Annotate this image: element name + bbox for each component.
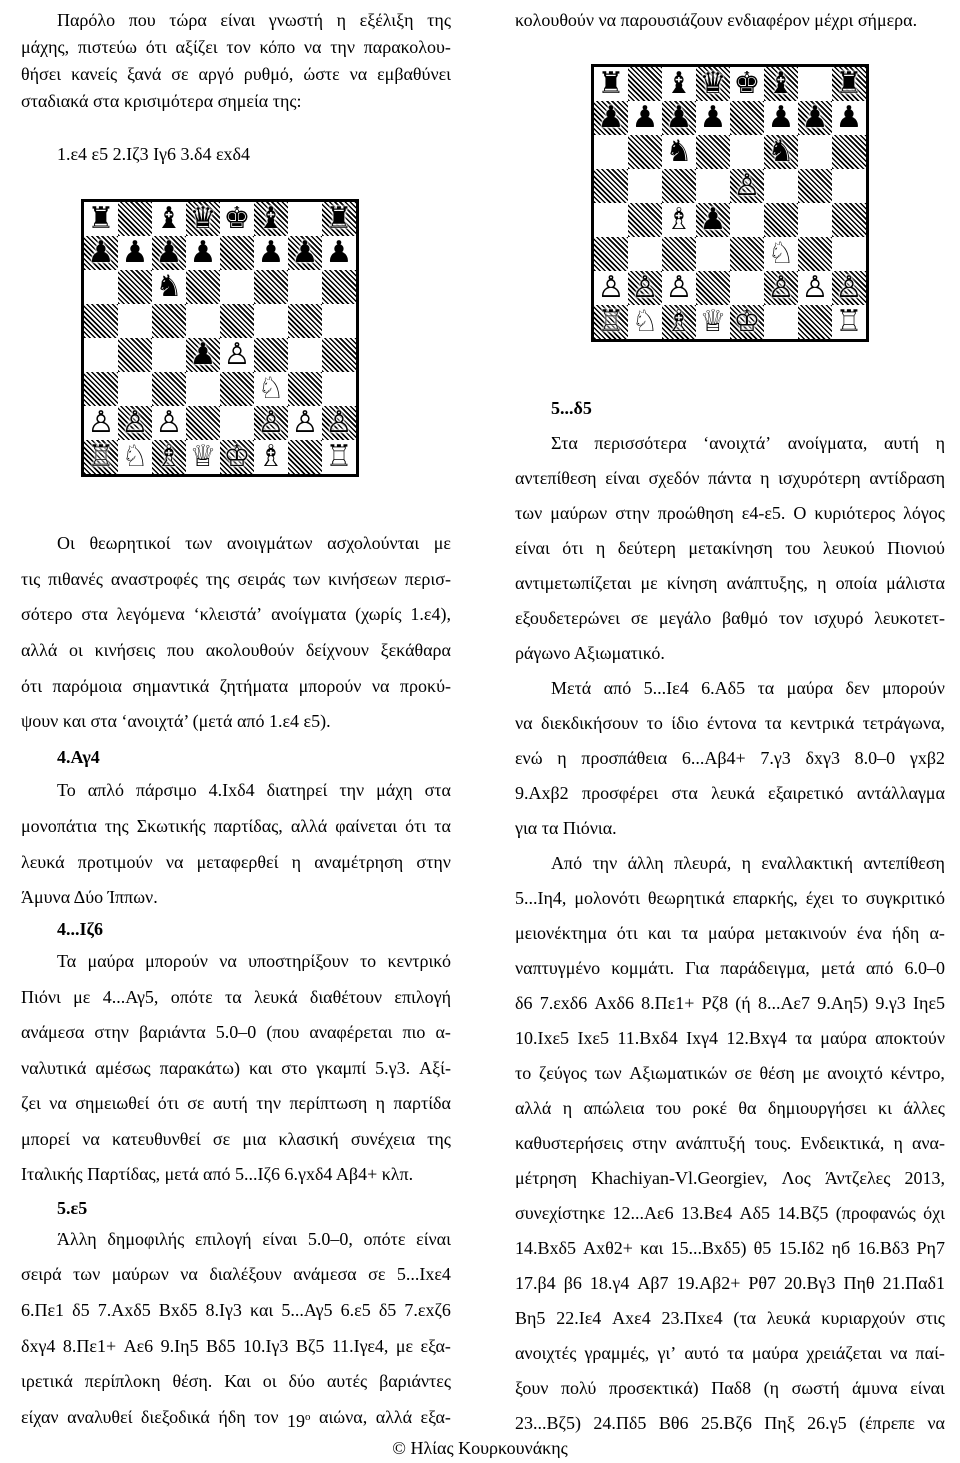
text-line: 4...Ιζ6 — [57, 919, 103, 939]
board-square — [730, 203, 764, 237]
board-square — [84, 202, 118, 236]
text-line: ράγωνο Αξιωματικό. — [515, 643, 665, 663]
board-square — [594, 271, 628, 305]
board-square — [186, 236, 220, 270]
text-line: 17.β4 β6 18.γ4 Αβ7 19.Αβ2+ Ρθ7 20.Βγ3 Πηθ 21.Παδ1 — [515, 1273, 945, 1293]
board-square — [254, 372, 288, 406]
board-square — [118, 338, 152, 372]
board-square — [152, 372, 186, 406]
text-line: 5...δ5 — [551, 398, 592, 418]
board-square — [764, 169, 798, 203]
black-piece-icon: ♟ — [291, 235, 319, 270]
text-line: 5...Ιη4, μολονότι θεωρητικά επαρκής, έχει το συγκριτικό — [515, 888, 945, 908]
text-line: κολουθούν να παρουσιάζουν ενδιαφέρον μέχρι σήμερα. — [515, 10, 918, 30]
board-square — [254, 202, 288, 236]
white-piece-icon: ♙ — [767, 270, 795, 305]
board-square — [84, 372, 118, 406]
text-line: τις πιθανές αναστροφές της σειράς των κινήσεων περισ- — [21, 569, 451, 589]
black-piece-icon: ♟ — [325, 235, 353, 270]
black-piece-icon: ♜ — [835, 66, 863, 101]
text-line: 9.Αxβ2 προσφέρει στα λευκά εξαιρετικό αντάλλαγμα — [515, 783, 945, 803]
copyright-footer: © Ηλίας Κουρκουνάκης — [392, 1438, 568, 1458]
board-square — [84, 236, 118, 270]
black-piece-icon: ♞ — [767, 134, 795, 169]
board-square — [322, 406, 356, 440]
board-square — [288, 406, 322, 440]
board-square — [118, 202, 152, 236]
text-line: 14.Βxδ5 Αxθ2+ και 15...Βxδ5) θ5 15.Ιδ2 ηб 16.Βδ3 Ρη7 — [515, 1238, 945, 1258]
board-square — [696, 169, 730, 203]
black-piece-icon: ♟ — [801, 100, 829, 135]
board-square — [764, 237, 798, 271]
text-line: αλλά οι κινήσεις που ακολουθούν δείχνουν ξεκάθαρα — [21, 640, 451, 660]
white-piece-icon: ♖ — [325, 439, 353, 474]
text-line: Το απλό πάρσιμο 4.Ιxδ4 διατηρεί την μάχη στα — [57, 780, 451, 800]
board-square — [832, 67, 866, 101]
board-square — [798, 203, 832, 237]
text-line: μέτρηση Khachiyan-Vl.Georgiev, Λος Άντζελες 2013, — [515, 1168, 945, 1188]
text-line: είναι ότι η δεύτερη μετακίνηση του λευκού Πιονιού — [515, 538, 945, 558]
board-square — [288, 304, 322, 338]
text-line: Από την άλλη πλευρά, η εναλλακτική αντεπίθεση — [551, 853, 945, 873]
board-square — [220, 236, 254, 270]
black-piece-icon: ♟ — [155, 235, 183, 270]
text-line: ναπτυγμένο κομμάτι. Για παράδειγμα, μετά από 6.0–0 — [515, 958, 945, 978]
board-after-5-e5 — [591, 64, 869, 342]
text-line: λευκά προτιμούν να μεταφερθεί η αναμέτρηση στην — [21, 852, 451, 872]
board-square — [764, 67, 798, 101]
board-square — [764, 271, 798, 305]
board-square — [628, 169, 662, 203]
text-line: σότερο στα λεγόμενα ‘κλειστά’ ανοίγματα (χωρίς 1.ε4), — [21, 604, 451, 624]
text-line: Ιταλικής Παρτίδας, μετά από 5...Ιζ6 6.γxδ4 Αβ4+ κλπ. — [21, 1164, 414, 1184]
white-piece-icon: ♙ — [223, 337, 251, 372]
board-square — [322, 304, 356, 338]
board-square — [628, 203, 662, 237]
board-square — [730, 169, 764, 203]
text-line: δxγ4 8.Πε1+ Αε6 9.Ιη5 Βδ5 10.Ιγ3 Βζ5 11.Ιγε4, με εξα- — [21, 1336, 451, 1356]
board-square — [832, 135, 866, 169]
text-line: Άμυνα Δύο Ίππων. — [21, 887, 158, 907]
black-piece-icon: ♚ — [733, 66, 761, 101]
board-square — [186, 372, 220, 406]
board-square — [118, 372, 152, 406]
text-line: καθυστερήσεις στην ανάπτυξή τους. Ενδεικτικά, η ανα- — [515, 1133, 945, 1153]
board-square — [662, 135, 696, 169]
board-square — [832, 305, 866, 339]
white-piece-icon: ♘ — [767, 236, 795, 271]
board-square — [322, 270, 356, 304]
black-piece-icon: ♟ — [665, 100, 693, 135]
board-square — [730, 101, 764, 135]
white-piece-icon: ♙ — [325, 405, 353, 440]
black-piece-icon: ♝ — [665, 66, 693, 101]
black-piece-icon: ♟ — [699, 202, 727, 237]
black-piece-icon: ♟ — [257, 235, 285, 270]
text-line: Άλλη δημοφιλής επιλογή είναι 5.0–0, οπότε είναι — [57, 1229, 451, 1249]
white-piece-icon: ♘ — [121, 439, 149, 474]
board-square — [186, 440, 220, 474]
white-piece-icon: ♗ — [665, 202, 693, 237]
board-square — [764, 135, 798, 169]
text-line: σταδιακά στα κρισιμότερα σημεία της: — [21, 91, 302, 111]
board-square — [186, 304, 220, 338]
board-square — [220, 440, 254, 474]
text-line: ιρετικά περίπλοκη θέση. Και οι δύο αυτές βαριάντες — [21, 1371, 451, 1391]
board-square — [798, 135, 832, 169]
board-square — [288, 270, 322, 304]
board-square — [832, 237, 866, 271]
text-line: είχαν αναλυθεί διεξοδικά ήδη τον $19^o$ αιώνα, αλλά εξα- — [21, 1407, 451, 1431]
board-square — [288, 440, 322, 474]
board-square — [662, 203, 696, 237]
board-after-3-d4 — [81, 199, 359, 477]
white-piece-icon: ♙ — [631, 270, 659, 305]
black-piece-icon: ♟ — [121, 235, 149, 270]
white-piece-icon: ♙ — [665, 270, 693, 305]
board-square — [254, 440, 288, 474]
board-square — [696, 271, 730, 305]
board-square — [798, 305, 832, 339]
board-square — [186, 338, 220, 372]
board-square — [798, 271, 832, 305]
board-square — [628, 271, 662, 305]
white-piece-icon: ♖ — [835, 304, 863, 339]
white-piece-icon: ♕ — [189, 439, 217, 474]
board-square — [662, 101, 696, 135]
black-piece-icon: ♝ — [257, 201, 285, 236]
board-square — [730, 271, 764, 305]
board-square — [628, 101, 662, 135]
board-square — [764, 101, 798, 135]
board-square — [764, 305, 798, 339]
board-square — [220, 406, 254, 440]
board-square — [254, 270, 288, 304]
board-square — [220, 372, 254, 406]
black-piece-icon: ♝ — [767, 66, 795, 101]
board-square — [832, 271, 866, 305]
board-square — [832, 101, 866, 135]
text-line: ότι παρόμοια σημαντικά ζητήματα μπορούν να προκύ- — [21, 676, 451, 696]
white-piece-icon: ♘ — [257, 371, 285, 406]
black-piece-icon: ♞ — [665, 134, 693, 169]
text-line: για τα Πιόνια. — [515, 818, 617, 838]
board-square — [696, 237, 730, 271]
board-square — [730, 135, 764, 169]
board-square — [118, 440, 152, 474]
black-piece-icon: ♜ — [87, 201, 115, 236]
text-line: 4.Αγ4 — [57, 747, 100, 767]
text-line: 10.Ιxε5 Ιxε5 11.Βxδ4 Ιxγ4 12.Βxγ4 τα μαύρα αποκτούν — [515, 1028, 945, 1048]
board-square — [798, 101, 832, 135]
board-square — [594, 203, 628, 237]
board-square — [220, 304, 254, 338]
board-square — [594, 67, 628, 101]
text-line: εξουδετερώνει σε μεγάλο βαθμό τον ισχυρό λευκοτετ- — [515, 608, 945, 628]
white-piece-icon: ♗ — [257, 439, 285, 474]
text-line: 23...Βζ5) 24.Πδ5 Βθ6 25.Βζ6 Πηξ 26.γ5 (έπρεπε να — [515, 1413, 945, 1433]
black-piece-icon: ♚ — [223, 201, 251, 236]
text-line: ψουν και στα ‘ανοιχτά’ (μετά από 1.ε4 ε5). — [21, 711, 331, 731]
white-piece-icon: ♙ — [155, 405, 183, 440]
text-line: αντιμετωπίζεται με κίνηση ανάπτυξης, η οποία μάλιστα — [515, 573, 945, 593]
board-square — [696, 135, 730, 169]
white-piece-icon: ♔ — [223, 439, 251, 474]
board-square — [696, 67, 730, 101]
white-piece-icon: ♗ — [155, 439, 183, 474]
text-line: Παρόλο που τώρα είναι γνωστή η εξέλιξη της — [57, 10, 451, 30]
text-line: ναλυτικά αμέσως παρακάτω) και στο γκαμπί 5.γ3. Αξί- — [21, 1058, 451, 1078]
text-line: Πιόνι με 4...Αγ5, οπότε τα λευκά διαθέτουν επιλογή — [21, 987, 451, 1007]
white-piece-icon: ♙ — [257, 405, 285, 440]
text-line: των μαύρων στην προώθηση ε4-ε5. Ο κυριότερος λόγος — [515, 503, 945, 523]
black-piece-icon: ♟ — [189, 337, 217, 372]
text-line: Μετά από 5...Ιε4 6.Αδ5 τα μαύρα δεν μπορούν — [551, 678, 945, 698]
board-square — [322, 236, 356, 270]
text-line: θήσει κανείς ξανά σε αργό ρυθμό, ώστε να εμβαθύνει — [21, 64, 451, 84]
board-square — [832, 169, 866, 203]
board-square — [84, 304, 118, 338]
board-square — [254, 338, 288, 372]
white-piece-icon: ♔ — [733, 304, 761, 339]
white-piece-icon: ♘ — [631, 304, 659, 339]
white-piece-icon: ♙ — [121, 405, 149, 440]
board-square — [220, 270, 254, 304]
text-line: 5.ε5 — [57, 1198, 88, 1218]
board-square — [254, 236, 288, 270]
board-square — [628, 237, 662, 271]
text-line: Στα περισσότερα ‘ανοιχτά’ ανοίγματα, αυτή η — [551, 433, 945, 453]
board-square — [730, 305, 764, 339]
text-line: μπορεί να κατευθυνθεί σε μια κλασική συνέχεια της — [21, 1129, 451, 1149]
board-square — [118, 304, 152, 338]
white-piece-icon: ♗ — [665, 304, 693, 339]
board-square — [84, 270, 118, 304]
text-line: 1.ε4 ε5 2.Ιζ3 Ιγ6 3.δ4 εxδ4 — [57, 144, 251, 164]
white-piece-icon: ♙ — [597, 270, 625, 305]
black-piece-icon: ♟ — [699, 100, 727, 135]
board-square — [322, 338, 356, 372]
black-piece-icon: ♟ — [597, 100, 625, 135]
white-piece-icon: ♕ — [699, 304, 727, 339]
board-square — [186, 202, 220, 236]
board-square — [594, 237, 628, 271]
board-square — [322, 372, 356, 406]
board-square — [594, 135, 628, 169]
board-square — [662, 305, 696, 339]
text-line: σειρά των μαύρων να διαλέξουν ανάμεσα σε 5...Ιxε4 — [21, 1264, 451, 1284]
board-square — [220, 202, 254, 236]
text-line: ανοιχτές γραμμές, γι’ αυτό τα μαύρα χρειάζεται να παί- — [515, 1343, 945, 1363]
board-square — [152, 270, 186, 304]
text-line: Βη5 22.Ιε4 Αxε4 23.Πxε4 (τα λευκά κυριαρχούν στις — [515, 1308, 945, 1328]
text-line: το ζεύγος των Αξιωματικών σε θέση με ανοιχτό κέντρο, — [515, 1063, 945, 1083]
board-square — [288, 202, 322, 236]
board-square — [594, 169, 628, 203]
board-square — [84, 440, 118, 474]
text-line: Τα μαύρα μπορούν να υποστηρίξουν το κεντρικό — [57, 951, 451, 971]
board-square — [594, 101, 628, 135]
board-square — [118, 406, 152, 440]
white-piece-icon: ♙ — [801, 270, 829, 305]
black-piece-icon: ♜ — [325, 201, 353, 236]
black-piece-icon: ♟ — [631, 100, 659, 135]
board-square — [152, 236, 186, 270]
board-square — [118, 236, 152, 270]
board-square — [696, 305, 730, 339]
board-square — [152, 304, 186, 338]
text-line: μειονέκτημα ότι και τα μαύρα μετακινούν ένα ήδη α- — [515, 923, 945, 943]
board-square — [798, 169, 832, 203]
board-square — [662, 237, 696, 271]
board-square — [152, 440, 186, 474]
board-square — [152, 406, 186, 440]
board-square — [764, 203, 798, 237]
board-square — [186, 270, 220, 304]
text-line: συνεχίστηκε 12...Αε6 13.Βε4 Αδ5 14.Βζ5 (προφανώς όχι — [515, 1203, 945, 1223]
board-square — [288, 338, 322, 372]
text-line: μονοπάτια της Σκωτικής παρτίδας, αλλά φαίνεται ότι τα — [21, 816, 451, 836]
text-line: ζει να σημειωθεί ότι σε αυτή την περίπτωση η παρτίδα — [21, 1093, 451, 1113]
text-line: Οι θεωρητικοί των ανοιγμάτων ασχολούνται με — [57, 533, 451, 553]
text-line: ανάμεσα στην βαριάντα 5.0–0 (που αναφέρεται πιο α- — [21, 1022, 451, 1042]
text-line: ξουν πολύ προσεκτικά) Παδ8 (η σωστή άμυνα είναι — [515, 1378, 945, 1398]
white-piece-icon: ♙ — [835, 270, 863, 305]
black-piece-icon: ♟ — [87, 235, 115, 270]
black-piece-icon: ♞ — [155, 269, 183, 304]
board-square — [254, 406, 288, 440]
white-piece-icon: ♖ — [87, 439, 115, 474]
board-square — [798, 67, 832, 101]
black-piece-icon: ♟ — [767, 100, 795, 135]
board-square — [322, 202, 356, 236]
board-square — [84, 338, 118, 372]
text-line: δ6 7.εxδ6 Αxδ6 8.Πε1+ Ρζ8 (ή 8...Αε7 9.Αη5) 9.γ3 Ιηε5 — [515, 993, 945, 1013]
white-piece-icon: ♙ — [733, 168, 761, 203]
board-square — [628, 305, 662, 339]
board-square — [152, 202, 186, 236]
text-line: αντεπίθεση είναι σχεδόν πάντα η ισχυρότερη αντίδραση — [515, 468, 945, 488]
white-piece-icon: ♖ — [597, 304, 625, 339]
board-square — [594, 305, 628, 339]
board-square — [696, 101, 730, 135]
board-square — [628, 135, 662, 169]
board-square — [84, 406, 118, 440]
board-square — [730, 237, 764, 271]
board-square — [696, 203, 730, 237]
text-line: αλλά η απώλεια του ροκέ θα δημιουργήσει κι άλλες — [515, 1098, 945, 1118]
black-piece-icon: ♛ — [189, 201, 217, 236]
text-line: να διεκδικήσουν το ίδιο έντονα τα κεντρικά τετράγωνα, — [515, 713, 945, 733]
white-piece-icon: ♙ — [291, 405, 319, 440]
board-square — [662, 169, 696, 203]
text-line: ενώ η προσπάθεια 6...Αβ4+ 7.γ3 δxγ3 8.0–0 γxβ2 — [515, 748, 945, 768]
board-square — [288, 236, 322, 270]
board-square — [322, 440, 356, 474]
board-square — [254, 304, 288, 338]
board-square — [118, 270, 152, 304]
black-piece-icon: ♝ — [155, 201, 183, 236]
board-square — [662, 67, 696, 101]
white-piece-icon: ♙ — [87, 405, 115, 440]
board-square — [832, 203, 866, 237]
board-square — [288, 372, 322, 406]
board-square — [186, 406, 220, 440]
black-piece-icon: ♛ — [699, 66, 727, 101]
black-piece-icon: ♟ — [835, 100, 863, 135]
board-square — [662, 271, 696, 305]
board-square — [220, 338, 254, 372]
board-square — [152, 338, 186, 372]
text-line: μάχης, πιστεύω ότι αξίζει τον κόπο να την παρακολου- — [21, 37, 451, 57]
text-line: 6.Πε1 δ5 7.Αxδ5 Βxδ5 8.Ιγ3 και 5...Αγ5 6.ε5 δ5 7.εxζ6 — [21, 1300, 451, 1320]
black-piece-icon: ♜ — [597, 66, 625, 101]
board-square — [798, 237, 832, 271]
board-square — [730, 67, 764, 101]
black-piece-icon: ♟ — [189, 235, 217, 270]
board-square — [628, 67, 662, 101]
